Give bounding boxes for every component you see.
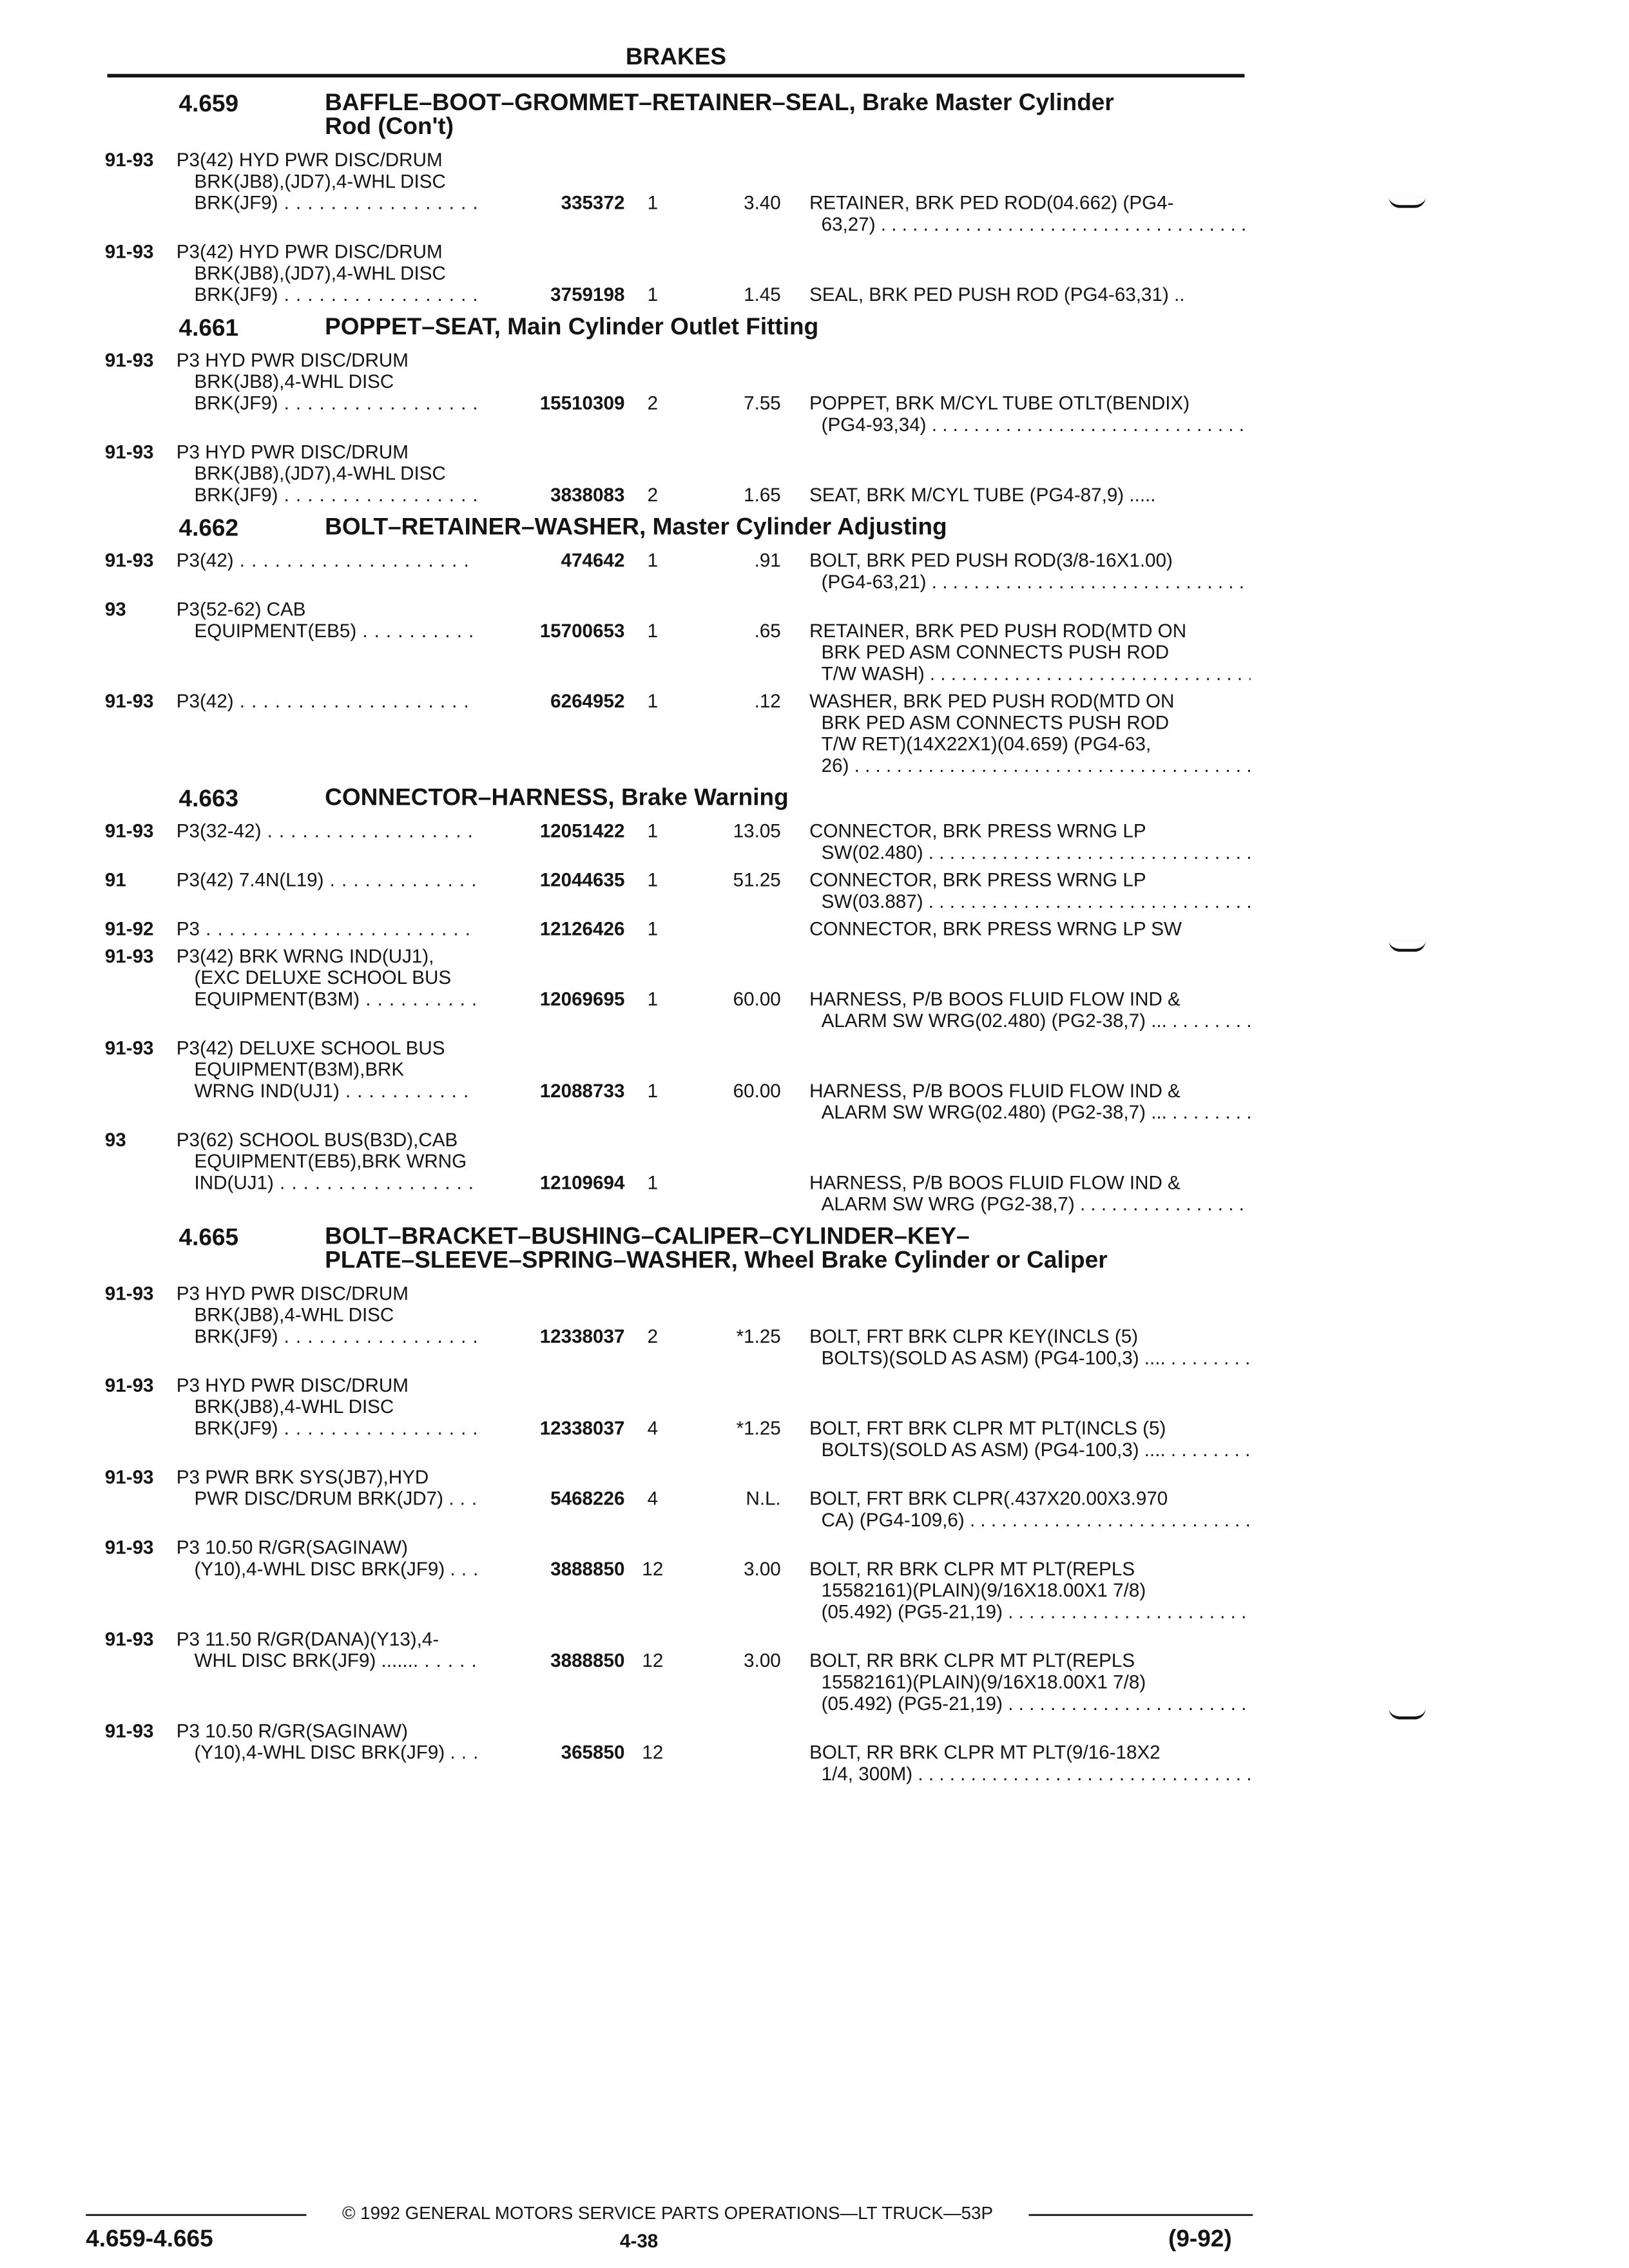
- quantity: 1: [647, 988, 659, 1010]
- description-line: BOLT, FRT BRK CLPR(.437X20.00X3.970: [809, 1487, 1168, 1510]
- description-line: HARNESS, P/B BOOS FLUID FLOW IND &: [809, 1171, 1181, 1193]
- description-line: CONNECTOR, BRK PRESS WRNG LP: [809, 820, 1146, 842]
- model-years: 91-93: [104, 149, 154, 171]
- model-years: 91-93: [104, 549, 154, 572]
- quantity: 1: [647, 549, 659, 572]
- application-line: EQUIPMENT(EB5) . . .: [177, 620, 510, 641]
- application-line: P3(42) DELUXE SCHOOL BUS: [176, 1037, 445, 1059]
- application: [177, 599, 510, 642]
- part-number: 15510309: [477, 392, 624, 414]
- description-line: SW(02.480) . . .: [809, 841, 1251, 863]
- description-line: BOLT, RR BRK CLPR MT PLT(REPLS: [809, 1649, 1135, 1671]
- model-years: 91: [104, 869, 126, 890]
- description-line: BOLT, FRT BRK CLPR KEY(INCLS (5): [809, 1325, 1139, 1347]
- part-description: [809, 1649, 1251, 1714]
- model-years: 91-93: [104, 690, 154, 712]
- application-line: BRK(JB8),(JD7),4-WHL DISC: [194, 462, 446, 485]
- parts-listing: [0, 81, 1507, 1785]
- section-heading: [0, 90, 1507, 143]
- description-line: SEAT, BRK M/CYL TUBE (PG4-87,9) .....: [809, 484, 1156, 506]
- price: 3.00: [744, 1649, 781, 1671]
- quantity: 1: [647, 191, 659, 214]
- application: [177, 1466, 510, 1510]
- application-line: P3 10.50 R/GR(SAGINAW): [176, 1720, 408, 1742]
- description-line: BOLT, FRT BRK CLPR MT PLT(INCLS (5): [809, 1417, 1166, 1439]
- part-number: 15700653: [477, 620, 624, 641]
- part-description: [809, 1418, 1251, 1461]
- application-line: P3 HYD PWR DISC/DRUM: [176, 441, 409, 463]
- application-line: P3(42) . . .: [177, 690, 510, 711]
- part-number: 12088733: [477, 1080, 624, 1101]
- quantity: 2: [647, 392, 659, 414]
- price: .12: [754, 690, 781, 712]
- description-line: BOLT, BRK PED PUSH ROD(3/8-16X1.00): [809, 549, 1173, 572]
- part-entry: [0, 441, 1507, 506]
- application-line: BRK(JF9) . . .: [177, 484, 510, 505]
- application-line: P3 HYD PWR DISC/DRUM: [176, 1282, 409, 1304]
- footer-rule-left: [86, 2214, 306, 2216]
- footer-section-range: 4.659-4.665: [86, 2225, 213, 2252]
- part-number: 12338037: [477, 1418, 624, 1439]
- part-number: 12044635: [477, 869, 624, 890]
- part-description: [809, 820, 1251, 863]
- description-line: (05.492) (PG5-21,19) . . .: [809, 1601, 1251, 1622]
- quantity: 1: [647, 284, 659, 305]
- part-description: [809, 1742, 1251, 1785]
- part-entry: [0, 820, 1507, 863]
- model-years: 91-93: [104, 240, 154, 262]
- application: [177, 1283, 510, 1347]
- part-entry: [0, 149, 1507, 235]
- part-number: 12109694: [477, 1172, 624, 1193]
- application-line: (Y10),4-WHL DISC BRK(JF9) . . . .: [177, 1558, 510, 1579]
- section-title-line: BOLT–BRACKET–BUSHING–CALIPER–CYLINDER–KEY–: [325, 1223, 970, 1249]
- description-line: BOLT, RR BRK CLPR MT PLT(REPLS: [809, 1557, 1135, 1580]
- part-description: [809, 1080, 1251, 1123]
- model-years: 93: [104, 598, 126, 620]
- description-line: 15582161)(PLAIN)(9/16X18.00X1 7/8): [821, 1671, 1146, 1693]
- application: [177, 869, 510, 890]
- application-line: BRK(JB8),(JD7),4-WHL DISC: [194, 170, 446, 192]
- part-number: 12126426: [477, 918, 624, 939]
- model-years: 91-93: [104, 1536, 154, 1558]
- price: 60.00: [733, 1080, 781, 1102]
- application: [177, 241, 510, 305]
- part-entry: [0, 690, 1507, 776]
- description-line: HARNESS, P/B BOOS FLUID FLOW IND &: [809, 988, 1181, 1010]
- section-heading: [0, 1223, 1507, 1276]
- application: [177, 1037, 510, 1102]
- part-entry: [0, 241, 1507, 305]
- description-line: CONNECTOR, BRK PRESS WRNG LP SW: [809, 918, 1182, 939]
- application-line: BRK(JB8),(JD7),4-WHL DISC: [194, 262, 446, 284]
- price: 13.05: [733, 820, 781, 842]
- application-line: EQUIPMENT(B3M),BRK: [194, 1058, 405, 1081]
- description-line: SW(03.887) . . .: [809, 890, 1251, 912]
- quantity: 4: [647, 1417, 659, 1439]
- part-number: 12069695: [477, 988, 624, 1010]
- section-title: [325, 515, 1249, 539]
- description-line: CONNECTOR, BRK PRESS WRNG LP: [809, 869, 1146, 890]
- application: [177, 550, 510, 571]
- application-line: (Y10),4-WHL DISC BRK(JF9) . . . .: [177, 1742, 510, 1763]
- description-line: RETAINER, BRK PED ROD(04.662) (PG4-: [809, 191, 1174, 214]
- application: [177, 1374, 510, 1439]
- description-line: 1/4, 300M) . . .: [809, 1763, 1251, 1784]
- application: [177, 441, 510, 506]
- description-line: BRK PED ASM CONNECTS PUSH ROD: [821, 641, 1170, 663]
- header-rule: [108, 74, 1245, 78]
- model-years: 91-93: [104, 1282, 154, 1304]
- price: 60.00: [733, 988, 781, 1010]
- application-line: P3(42) HYD PWR DISC/DRUM: [176, 240, 443, 262]
- application-line: EQUIPMENT(EB5),BRK WRNG: [194, 1150, 467, 1172]
- application-line: P3(42) . . .: [177, 550, 510, 571]
- application-line: P3(42) BRK WRNG IND(UJ1),: [176, 945, 434, 967]
- part-description: [809, 484, 1251, 505]
- part-entry: [0, 1283, 1507, 1369]
- description-line: 26) . . .: [809, 754, 1251, 776]
- application: [177, 1129, 510, 1193]
- model-years: 91-93: [104, 1720, 154, 1742]
- application-line: BRK(JF9) . . .: [177, 1418, 510, 1439]
- margin-mark: [1389, 941, 1425, 952]
- application: [177, 149, 510, 213]
- price: .65: [754, 620, 781, 642]
- description-line: WASHER, BRK PED PUSH ROD(MTD ON: [809, 690, 1175, 712]
- description-line: BRK PED ASM CONNECTS PUSH ROD: [821, 711, 1170, 733]
- application-line: BRK(JB8),4-WHL DISC: [194, 1303, 394, 1326]
- part-entry: [0, 349, 1507, 435]
- footer-page-number: 4-38: [620, 2230, 659, 2252]
- price: 7.55: [744, 392, 781, 414]
- part-description: [809, 620, 1251, 684]
- description-line: 63,27) . . .: [809, 213, 1251, 235]
- part-number: 12338037: [477, 1325, 624, 1347]
- quantity: 1: [647, 1080, 659, 1102]
- footer-rule-right: [1029, 2214, 1253, 2216]
- section-title-line: BOLT–RETAINER–WASHER, Master Cylinder Adjusting: [325, 514, 947, 541]
- model-years: 91-93: [104, 820, 154, 842]
- catalog-section: [0, 514, 1507, 776]
- section-title-line: PLATE–SLEEVE–SPRING–WASHER, Wheel Brake Cylinder or Caliper: [325, 1247, 1108, 1273]
- application: [177, 1720, 510, 1763]
- section-number: 4.663: [178, 785, 239, 812]
- application: [177, 1537, 510, 1580]
- catalog-section: [0, 314, 1507, 506]
- application-line: BRK(JF9) . . .: [177, 192, 510, 213]
- part-description: [809, 550, 1251, 593]
- application-line: BRK(JF9) . . .: [177, 392, 510, 414]
- application: [177, 1628, 510, 1671]
- description-line: ALARM SW WRG (PG2-38,7) . . .: [809, 1193, 1251, 1215]
- application-line: (EXC DELUXE SCHOOL BUS: [194, 966, 452, 988]
- application-line: P3(42) HYD PWR DISC/DRUM: [176, 149, 443, 171]
- part-description: [809, 392, 1251, 436]
- part-number: 3838083: [477, 484, 624, 505]
- part-description: [809, 1325, 1251, 1369]
- section-title-line: POPPET–SEAT, Main Cylinder Outlet Fitting: [325, 313, 819, 340]
- application-line: BRK(JB8),4-WHL DISC: [194, 1396, 394, 1418]
- application-line: IND(UJ1) . . .: [177, 1172, 510, 1193]
- quantity: 2: [647, 484, 659, 506]
- description-line: POPPET, BRK M/CYL TUBE OTLT(BENDIX): [809, 392, 1190, 414]
- part-number: 474642: [477, 550, 624, 571]
- application-line: P3 HYD PWR DISC/DRUM: [176, 1374, 409, 1396]
- part-entry: [0, 945, 1507, 1031]
- description-line: HARNESS, P/B BOOS FLUID FLOW IND &: [809, 1080, 1181, 1102]
- part-number: 365850: [477, 1742, 624, 1763]
- application: [177, 945, 510, 1010]
- price: 1.65: [744, 484, 781, 506]
- part-number: 3759198: [477, 284, 624, 305]
- quantity: 1: [647, 820, 659, 842]
- part-description: [809, 1488, 1251, 1531]
- part-entry: [0, 1466, 1507, 1531]
- application-line: P3 11.50 R/GR(DANA)(Y13),4-: [176, 1628, 439, 1650]
- application-line: BRK(JF9) . . .: [177, 284, 510, 305]
- quantity: 1: [647, 690, 659, 712]
- section-number: 4.661: [178, 314, 239, 341]
- part-description: [809, 1558, 1251, 1622]
- part-description: [809, 690, 1251, 776]
- application-line: P3 . . .: [177, 918, 510, 939]
- margin-mark: [1389, 1708, 1425, 1720]
- price: 51.25: [733, 869, 781, 890]
- application-line: EQUIPMENT(B3M) . . .: [177, 988, 510, 1010]
- quantity: 1: [647, 620, 659, 642]
- section-heading: [0, 314, 1507, 343]
- model-years: 91-93: [104, 441, 154, 463]
- section-title: [325, 91, 1249, 139]
- description-line: ALARM SW WRG(02.480) (PG2-38,7) ... . . .: [809, 1101, 1251, 1122]
- part-number: 6264952: [477, 690, 624, 711]
- section-title-line: Rod (Con't): [325, 113, 454, 140]
- quantity: 12: [642, 1649, 664, 1671]
- part-entry: [0, 869, 1507, 912]
- part-entry: [0, 918, 1507, 939]
- application-line: P3 HYD PWR DISC/DRUM: [176, 349, 409, 371]
- model-years: 91-93: [104, 1374, 154, 1396]
- application-line: PWR DISC/DRUM BRK(JD7) . . . .: [177, 1488, 510, 1509]
- model-years: 93: [104, 1128, 126, 1151]
- part-entry: [0, 1129, 1507, 1215]
- model-years: 91-93: [104, 1466, 154, 1488]
- section-heading: [0, 784, 1507, 814]
- model-years: 91-93: [104, 1037, 154, 1059]
- description-line: T/W RET)(14X22X1)(04.659) (PG4-63,: [821, 733, 1152, 755]
- price: *1.25: [736, 1417, 781, 1439]
- description-line: RETAINER, BRK PED PUSH ROD(MTD ON: [809, 620, 1187, 642]
- price: .91: [754, 549, 781, 572]
- part-number: 5468226: [477, 1488, 624, 1509]
- application-line: P3(62) SCHOOL BUS(B3D),CAB: [176, 1128, 458, 1151]
- price: *1.25: [736, 1325, 781, 1347]
- section-title: [325, 785, 1249, 809]
- model-years: 91-93: [104, 349, 154, 371]
- application-line: WRNG IND(UJ1) . . .: [177, 1080, 510, 1101]
- description-line: BOLTS)(SOLD AS ASM) (PG4-100,3) .... . . .: [809, 1439, 1251, 1460]
- catalog-section: [0, 784, 1507, 1215]
- application-line: P3(52-62) CAB: [176, 598, 306, 620]
- margin-mark: [1389, 197, 1425, 208]
- section-number: 4.659: [178, 90, 239, 117]
- model-years: 91-93: [104, 945, 154, 967]
- model-years: 91-93: [104, 1628, 154, 1650]
- price: N.L.: [746, 1487, 781, 1510]
- part-number: 12051422: [477, 820, 624, 841]
- application-line: BRK(JB8),4-WHL DISC: [194, 370, 394, 392]
- catalog-section: [0, 90, 1507, 305]
- part-entry: [0, 1374, 1507, 1460]
- part-entry: [0, 599, 1507, 684]
- description-line: BOLTS)(SOLD AS ASM) (PG4-100,3) .... . . .: [809, 1347, 1251, 1369]
- catalog-section: [0, 1223, 1507, 1784]
- part-number: 3888850: [477, 1558, 624, 1579]
- section-heading: [0, 514, 1507, 543]
- price: 3.00: [744, 1557, 781, 1580]
- application: [177, 918, 510, 939]
- part-description: [809, 192, 1251, 235]
- quantity: 1: [647, 1171, 659, 1193]
- part-description: [809, 869, 1251, 912]
- description-line: T/W WASH) . . .: [809, 663, 1251, 684]
- part-description: [809, 918, 1251, 939]
- part-entry: [0, 550, 1507, 593]
- price: 1.45: [744, 284, 781, 305]
- description-line: 15582161)(PLAIN)(9/16X18.00X1 7/8): [821, 1579, 1146, 1601]
- description-line: SEAL, BRK PED PUSH ROD (PG4-63,31) ..: [809, 284, 1185, 305]
- model-years: 91-92: [104, 918, 154, 939]
- part-entry: [0, 1628, 1507, 1714]
- section-number: 4.665: [178, 1224, 239, 1251]
- description-line: (PG4-63,21) . . .: [809, 571, 1251, 592]
- section-number: 4.662: [178, 515, 239, 541]
- application-line: P3 PWR BRK SYS(JB7),HYD: [176, 1466, 429, 1488]
- quantity: 12: [642, 1741, 664, 1763]
- section-title: [325, 1224, 1249, 1272]
- application-line: WHL DISC BRK(JF9) ....... . . .: [177, 1649, 510, 1671]
- description-line: (PG4-93,34) . . .: [809, 414, 1251, 435]
- page-title: BRAKES: [625, 43, 727, 70]
- quantity: 1: [647, 918, 659, 939]
- section-title-line: CONNECTOR–HARNESS, Brake Warning: [325, 784, 789, 811]
- price: 3.40: [744, 191, 781, 214]
- application: [177, 349, 510, 414]
- part-description: [809, 284, 1251, 305]
- section-title: [325, 314, 1249, 338]
- application-line: P3 10.50 R/GR(SAGINAW): [176, 1536, 408, 1558]
- application-line: BRK(JF9) . . .: [177, 1325, 510, 1347]
- part-number: 3888850: [477, 1649, 624, 1671]
- application: [177, 690, 510, 711]
- application: [177, 820, 510, 841]
- description-line: BOLT, RR BRK CLPR MT PLT(9/16-18X2: [809, 1741, 1161, 1763]
- quantity: 1: [647, 869, 659, 890]
- description-line: ALARM SW WRG(02.480) (PG2-38,7) ... . . .: [809, 1010, 1251, 1031]
- quantity: 2: [647, 1325, 659, 1347]
- section-title-line: BAFFLE–BOOT–GROMMET–RETAINER–SEAL, Brake Master Cylinder: [325, 89, 1114, 116]
- footer-copyright: © 1992 GENERAL MOTORS SERVICE PARTS OPERATIONS—LT TRUCK—53P: [342, 2203, 993, 2224]
- footer-date: (9-92): [1168, 2225, 1232, 2252]
- part-description: [809, 988, 1251, 1032]
- part-entry: [0, 1037, 1507, 1123]
- description-line: (05.492) (PG5-21,19) . . .: [809, 1693, 1251, 1714]
- part-entry: [0, 1537, 1507, 1622]
- description-line: CA) (PG4-109,6) . . .: [809, 1509, 1251, 1530]
- quantity: 4: [647, 1487, 659, 1510]
- application-line: P3(42) 7.4N(L19) . . .: [177, 869, 510, 890]
- quantity: 12: [642, 1557, 664, 1580]
- part-number: 335372: [477, 192, 624, 213]
- application-line: P3(32-42) . . .: [177, 820, 510, 841]
- part-description: [809, 1172, 1251, 1215]
- part-entry: [0, 1720, 1507, 1785]
